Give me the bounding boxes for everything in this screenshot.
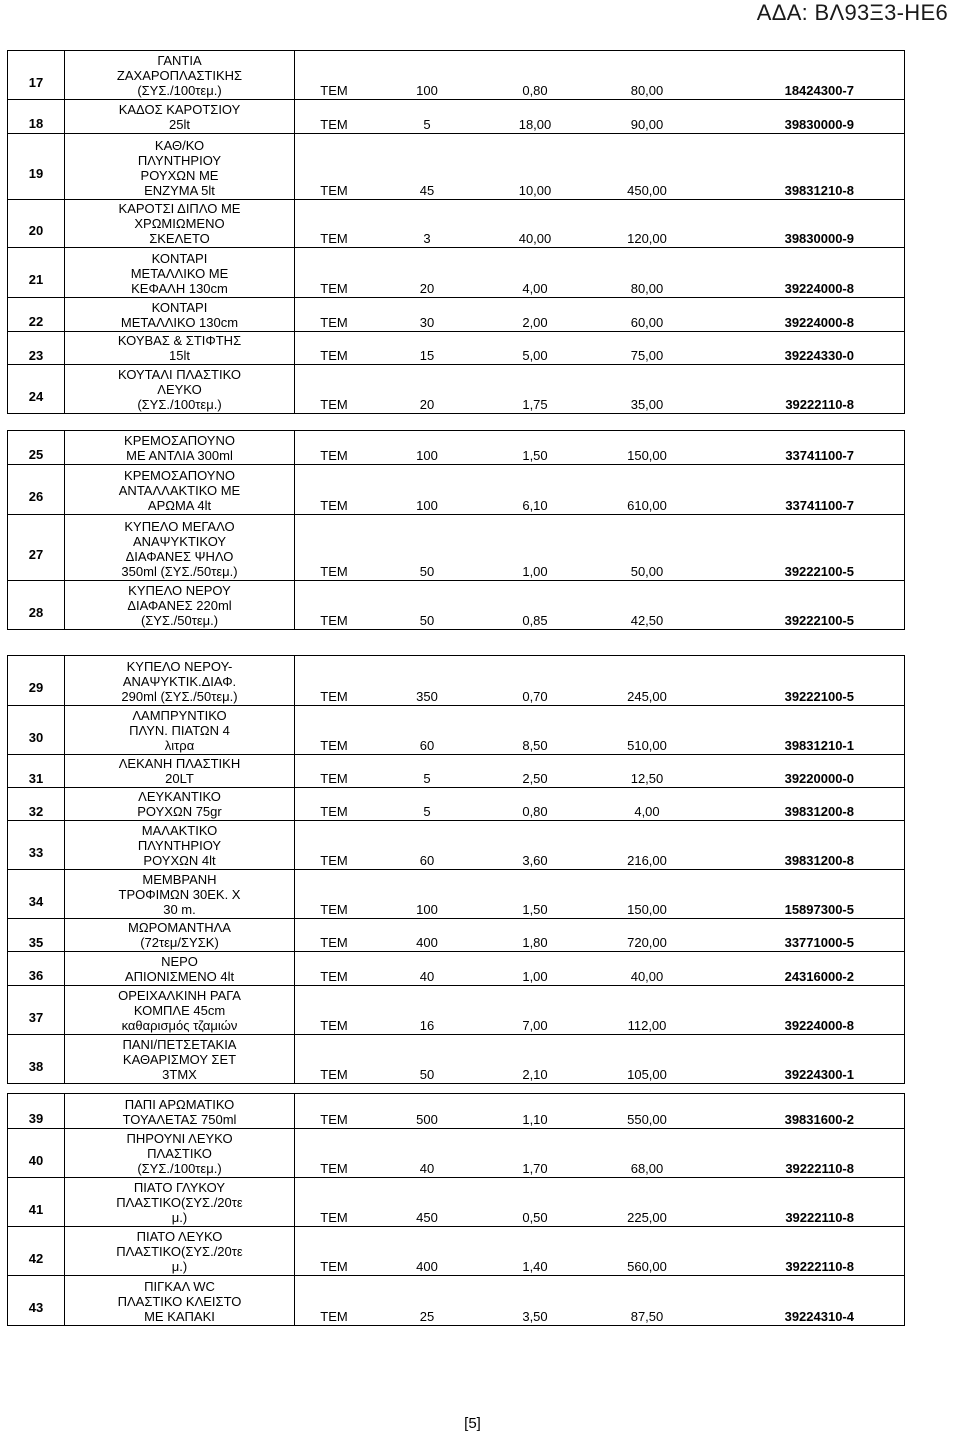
table-row (7, 1035, 905, 1084)
description-line: ΛΕΚΑΝΗ ΠΛΑΣΤΙΚΗ (118, 756, 241, 771)
description-line: ΠΛΑΣΤΙΚΟ ΚΛΕΙΣΤΟ (117, 1294, 242, 1309)
item-number: 23 (7, 332, 65, 364)
description-line: ΑΠΙΟΝΙΣΜΕΝΟ 4lt (124, 969, 235, 984)
item-number: 21 (7, 248, 65, 297)
item-quantity: 40 (419, 969, 435, 984)
item-total: 87,50 (630, 1309, 664, 1324)
item-total: 35,00 (630, 397, 664, 412)
table-row (7, 1276, 905, 1326)
item-unit: ΤΕΜ (320, 315, 348, 330)
item-quantity: 20 (419, 397, 435, 412)
item-total: 450,00 (627, 183, 667, 198)
item-cpv-code: 39830000-9 (705, 100, 905, 133)
description-line: ΝΕΡΟ (161, 954, 198, 969)
item-cpv-code: 39222100-5 (705, 656, 905, 705)
description-line: 290ml (ΣΥΣ./50τεμ.) (121, 689, 238, 704)
table-row (7, 431, 905, 465)
item-description (65, 1035, 295, 1083)
item-total: 720,00 (627, 935, 667, 950)
item-cpv-code: 39831200-8 (705, 788, 905, 820)
item-cpv-code: 39224000-8 (705, 248, 905, 297)
item-unit-price: 1,75 (522, 397, 548, 412)
description-line: ΑΝΤΑΛΛΑΚΤΙΚΟ ΜΕ (118, 483, 241, 498)
table-block (7, 655, 905, 1084)
item-unit: ΤΕΜ (320, 83, 348, 98)
item-cpv-code: 39224330-0 (705, 332, 905, 364)
item-unit: ΤΕΜ (320, 498, 348, 513)
description-line: ΓΑΝΤΙΑ (157, 53, 202, 68)
item-unit-price: 2,50 (522, 771, 548, 786)
item-unit-price: 0,50 (522, 1210, 548, 1225)
item-cpv-code: 39224310-4 (705, 1276, 905, 1325)
item-number: 35 (7, 919, 65, 951)
item-cpv-code: 39831200-8 (705, 821, 905, 869)
item-description (65, 581, 295, 629)
description-line: ΛΕΥΚΟ (157, 382, 202, 397)
description-line: ΠΙΑΤΟ ΛΕΥΚΟ (136, 1229, 223, 1244)
description-line: (ΣΥΣ./100τεμ.) (137, 397, 222, 412)
table-row (7, 465, 905, 515)
item-total: 60,00 (630, 315, 664, 330)
description-line: ΛΕΥΚΑΝΤΙΚΟ (138, 789, 221, 804)
description-line: ΚΟΜΠΛΕ 45cm (133, 1003, 226, 1018)
description-line: ΠΙΑΤΟ ΓΛΥΚΟΥ (133, 1180, 226, 1195)
description-line: ΡΟΥΧΩΝ 4lt (143, 853, 216, 868)
description-line: ΚΕΦΑΛΗ 130cm (131, 281, 228, 296)
item-unit-price: 1,00 (522, 969, 548, 984)
item-unit: ΤΕΜ (320, 281, 348, 296)
description-line: ΚΑΔΟΣ ΚΑΡΟΤΣΙΟΥ (118, 102, 241, 117)
item-cpv-code: 39222110-8 (705, 1178, 905, 1226)
item-unit-price: 10,00 (518, 183, 552, 198)
item-unit-price: 18,00 (518, 117, 552, 132)
item-total: 42,50 (630, 613, 664, 628)
item-number: 29 (7, 656, 65, 705)
item-number: 41 (7, 1178, 65, 1226)
item-total: 75,00 (630, 348, 664, 363)
item-unit: ΤΕΜ (320, 397, 348, 412)
item-unit-price: 0,80 (522, 83, 548, 98)
item-description (65, 298, 295, 331)
item-description (65, 332, 295, 364)
item-unit-price: 8,50 (522, 738, 548, 753)
item-number: 18 (7, 100, 65, 133)
description-line: λιτρα (164, 738, 195, 753)
item-cpv-code: 39831210-8 (705, 134, 905, 199)
item-total: 112,00 (627, 1018, 667, 1033)
description-line: ΠΛΑΣΤΙΚΟ(ΣΥΣ./20τε (116, 1195, 243, 1210)
item-unit-price: 5,00 (522, 348, 548, 363)
item-description (65, 100, 295, 133)
item-cpv-code: 39831210-1 (705, 706, 905, 754)
table-block (7, 430, 905, 630)
description-line: ΠΛΥΝ. ΠΙΑΤΩΝ 4 (129, 723, 230, 738)
item-description (65, 1094, 295, 1128)
item-description (65, 200, 295, 247)
item-unit: ΤΕΜ (320, 689, 348, 704)
item-unit-price: 1,40 (522, 1259, 548, 1274)
item-number: 30 (7, 706, 65, 754)
description-line: 25lt (169, 117, 190, 132)
description-line: μ.) (171, 1210, 188, 1225)
item-unit: ΤΕΜ (320, 613, 348, 628)
description-line: ΔΙΑΦΑΝΕΣ ΨΗΛΟ (125, 549, 234, 564)
table-row (7, 515, 905, 581)
table-row (7, 248, 905, 298)
item-unit: ΤΕΜ (320, 804, 348, 819)
item-quantity: 3 (423, 231, 431, 246)
item-quantity: 400 (416, 1259, 438, 1274)
item-quantity: 16 (419, 1018, 435, 1033)
item-description (65, 465, 295, 514)
description-line: ΤΡΟΦΙΜΩΝ 30ΕΚ. Χ (118, 887, 241, 902)
item-number: 28 (7, 581, 65, 629)
item-quantity: 45 (419, 183, 435, 198)
item-number: 17 (7, 51, 65, 99)
item-description (65, 248, 295, 297)
description-line: μ.) (171, 1259, 188, 1274)
item-cpv-code: 33771000-5 (705, 919, 905, 951)
description-line: ΛΑΜΠΡΥΝΤΙΚΟ (132, 708, 227, 723)
item-description (65, 952, 295, 985)
table-row (7, 298, 905, 332)
item-quantity: 50 (419, 564, 435, 579)
item-total: 12,50 (630, 771, 664, 786)
item-quantity: 500 (416, 1112, 438, 1127)
description-line: ΠΗΡΟΥΝΙ ΛΕΥΚΟ (126, 1131, 233, 1146)
page-number: [5] (464, 1415, 481, 1432)
description-line: ΜΕ ΚΑΠΑΚΙ (144, 1309, 215, 1324)
description-line: καθαρισμός τζαμιών (121, 1018, 238, 1033)
item-unit-price: 1,50 (522, 448, 548, 463)
description-line: ΡΟΥΧΩΝ 75gr (137, 804, 222, 819)
item-unit: ΤΕΜ (320, 969, 348, 984)
item-unit-price: 3,60 (522, 853, 548, 868)
table-row (7, 919, 905, 952)
item-cpv-code: 39222100-5 (705, 515, 905, 580)
item-total: 120,00 (627, 231, 667, 246)
item-number: 43 (7, 1276, 65, 1325)
item-number: 42 (7, 1227, 65, 1275)
item-description (65, 1129, 295, 1177)
item-cpv-code: 15897300-5 (705, 870, 905, 918)
table-row (7, 821, 905, 870)
item-cpv-code: 39831600-2 (705, 1094, 905, 1128)
description-line: ΠΑΝΙ/ΠΕΤΣΕΤΑΚΙΑ (122, 1037, 237, 1052)
item-unit: ΤΕΜ (320, 771, 348, 786)
item-unit: ΤΕΜ (320, 1309, 348, 1324)
description-line: ΚΟΝΤΑΡΙ (151, 300, 208, 315)
description-line: ΚΥΠΕΛΟ ΝΕΡΟΥ- (126, 659, 233, 674)
description-line: ΕΝΖΥΜΑ 5lt (144, 183, 215, 198)
item-cpv-code: 39224000-8 (705, 298, 905, 331)
item-total: 510,00 (627, 738, 667, 753)
description-line: ΜΩΡΟΜΑΝΤΗΛΑ (128, 920, 231, 935)
item-quantity: 5 (423, 771, 431, 786)
description-line: (ΣΥΣ./100τεμ.) (137, 83, 222, 98)
item-number: 19 (7, 134, 65, 199)
description-line: ΚΥΠΕΛΟ ΝΕΡΟΥ (128, 583, 231, 598)
table-row (7, 656, 905, 706)
item-description (65, 821, 295, 869)
description-line: ΤΟΥΑΛΕΤΑΣ 750ml (122, 1112, 237, 1127)
item-total: 245,00 (627, 689, 667, 704)
item-number: 20 (7, 200, 65, 247)
table-row (7, 1094, 905, 1129)
item-unit: ΤΕΜ (320, 1018, 348, 1033)
table-row (7, 755, 905, 788)
item-unit-price: 40,00 (518, 231, 552, 246)
item-description (65, 431, 295, 464)
item-unit-price: 1,70 (522, 1161, 548, 1176)
item-description (65, 755, 295, 787)
table-row (7, 788, 905, 821)
item-unit: ΤΕΜ (320, 1259, 348, 1274)
item-unit-price: 6,10 (522, 498, 548, 513)
item-unit: ΤΕΜ (320, 1112, 348, 1127)
item-number: 38 (7, 1035, 65, 1083)
item-quantity: 25 (419, 1309, 435, 1324)
description-line: ΡΟΥΧΩΝ ΜΕ (140, 168, 219, 183)
description-line: ΑΝΑΨΥΚΤΙΚΟΥ (132, 534, 227, 549)
table-row (7, 1129, 905, 1178)
item-number: 34 (7, 870, 65, 918)
item-quantity: 5 (423, 804, 431, 819)
item-number: 22 (7, 298, 65, 331)
item-description (65, 134, 295, 199)
item-quantity: 350 (416, 689, 438, 704)
item-unit-price: 2,10 (522, 1067, 548, 1082)
item-quantity: 30 (419, 315, 435, 330)
item-number: 40 (7, 1129, 65, 1177)
description-line: ΜΕΤΑΛΛΙΚΟ ΜΕ (130, 266, 229, 281)
item-number: 36 (7, 952, 65, 985)
item-unit: ΤΕΜ (320, 738, 348, 753)
item-quantity: 50 (419, 613, 435, 628)
item-number: 39 (7, 1094, 65, 1128)
item-cpv-code: 24316000-2 (705, 952, 905, 985)
description-line: ΠΛΑΣΤΙΚΟ (147, 1146, 212, 1161)
table-row (7, 870, 905, 919)
item-cpv-code: 39222110-8 (705, 1129, 905, 1177)
table-row (7, 365, 905, 414)
description-line: ΜΕΜΒΡΑΝΗ (142, 872, 217, 887)
item-cpv-code: 39220000-0 (705, 755, 905, 787)
item-unit-price: 3,50 (522, 1309, 548, 1324)
description-line: ΜΑΛΑΚΤΙΚΟ (141, 823, 218, 838)
description-line: (ΣΥΣ./100τεμ.) (137, 1161, 222, 1176)
description-line: ΑΡΩΜΑ 4lt (147, 498, 212, 513)
description-line: 3ΤΜΧ (162, 1067, 197, 1082)
item-number: 24 (7, 365, 65, 413)
item-unit: ΤΕΜ (320, 231, 348, 246)
item-unit-price: 1,00 (522, 564, 548, 579)
item-description (65, 706, 295, 754)
item-cpv-code: 39222100-5 (705, 581, 905, 629)
item-unit-price: 7,00 (522, 1018, 548, 1033)
item-number: 26 (7, 465, 65, 514)
description-line: ΠΑΠΙ ΑΡΩΜΑΤΙΚΟ (124, 1097, 235, 1112)
item-quantity: 60 (419, 738, 435, 753)
description-line: ΔΙΑΦΑΝΕΣ 220ml (127, 598, 232, 613)
description-line: ΣΚΕΛΕΤΟ (149, 231, 210, 246)
item-cpv-code: 39830000-9 (705, 200, 905, 247)
item-unit: ΤΕΜ (320, 1067, 348, 1082)
item-total: 105,00 (627, 1067, 667, 1082)
item-number: 31 (7, 755, 65, 787)
item-quantity: 15 (419, 348, 435, 363)
item-unit-price: 1,50 (522, 902, 548, 917)
item-unit-price: 0,70 (522, 689, 548, 704)
item-unit-price: 1,10 (522, 1112, 548, 1127)
item-quantity: 100 (416, 498, 438, 513)
description-line: 20LT (165, 771, 194, 786)
description-line: ΚΟΝΤΑΡΙ (151, 251, 208, 266)
item-total: 80,00 (630, 281, 664, 296)
table-row (7, 134, 905, 200)
description-line: ΚΟΥΤΑΛΙ ΠΛΑΣΤΙΚΟ (118, 367, 241, 382)
item-unit: ΤΕΜ (320, 1161, 348, 1176)
item-total: 90,00 (630, 117, 664, 132)
item-unit: ΤΕΜ (320, 935, 348, 950)
table-row (7, 706, 905, 755)
description-line: 15lt (169, 348, 190, 363)
description-line: (ΣΥΣ./50τεμ.) (140, 613, 219, 628)
item-unit-price: 0,85 (522, 613, 548, 628)
item-unit-price: 4,00 (522, 281, 548, 296)
item-quantity: 40 (419, 1161, 435, 1176)
item-cpv-code: 39222110-8 (705, 365, 905, 413)
item-unit: ΤΕΜ (320, 348, 348, 363)
item-unit: ΤΕΜ (320, 183, 348, 198)
item-quantity: 100 (416, 448, 438, 463)
table-row (7, 51, 905, 100)
description-line: ΚΑΘΑΡΙΣΜΟΥ ΣΕΤ (122, 1052, 237, 1067)
description-line: ΚΑΡΟΤΣΙ ΔΙΠΛΟ ΜΕ (118, 201, 241, 216)
description-line: ΚΡΕΜΟΣΑΠΟΥΝΟ (124, 433, 235, 448)
item-description (65, 51, 295, 99)
item-description (65, 919, 295, 951)
item-description (65, 515, 295, 580)
item-cpv-code: 33741100-7 (705, 465, 905, 514)
item-quantity: 60 (419, 853, 435, 868)
table-row (7, 200, 905, 248)
item-quantity: 5 (423, 117, 431, 132)
item-total: 550,00 (627, 1112, 667, 1127)
table-row (7, 1178, 905, 1227)
description-line: 350ml (ΣΥΣ./50τεμ.) (121, 564, 238, 579)
description-line: ΚΑΘ/ΚΟ (154, 138, 205, 153)
item-total: 4,00 (634, 804, 660, 819)
table-row (7, 100, 905, 134)
table-row (7, 952, 905, 986)
table-row (7, 1227, 905, 1276)
item-description (65, 1276, 295, 1325)
description-line: ΠΛΥΝΤΗΡΙΟΥ (137, 838, 222, 853)
item-description (65, 1178, 295, 1226)
item-unit: ΤΕΜ (320, 564, 348, 579)
description-line: ΚΡΕΜΟΣΑΠΟΥΝΟ (124, 468, 235, 483)
item-total: 560,00 (627, 1259, 667, 1274)
item-description (65, 788, 295, 820)
item-quantity: 20 (419, 281, 435, 296)
item-cpv-code: 39222110-8 (705, 1227, 905, 1275)
item-unit: ΤΕΜ (320, 448, 348, 463)
item-cpv-code: 33741100-7 (705, 431, 905, 464)
description-line: ΖΑΧΑΡΟΠΛΑΣΤΙΚΗΣ (116, 68, 243, 83)
item-total: 68,00 (630, 1161, 664, 1176)
table-row (7, 332, 905, 365)
description-line: ΠΛΑΣΤΙΚΟ(ΣΥΣ./20τε (116, 1244, 243, 1259)
item-unit-price: 2,00 (522, 315, 548, 330)
item-number: 37 (7, 986, 65, 1034)
item-cpv-code: 39224000-8 (705, 986, 905, 1034)
item-unit: ΤΕΜ (320, 902, 348, 917)
item-quantity: 450 (416, 1210, 438, 1225)
table-row (7, 581, 905, 630)
ada-code: ΑΔΑ: ΒΛ93Ξ3-ΗΕ6 (756, 0, 948, 25)
item-unit-price: 1,80 (522, 935, 548, 950)
description-line: 30 m. (163, 902, 196, 917)
item-total: 150,00 (627, 902, 667, 917)
item-total: 216,00 (627, 853, 667, 868)
description-line: ΠΙΓΚΑΛ WC (144, 1279, 215, 1294)
description-line: (72τεμ/ΣΥΣΚ) (140, 935, 219, 950)
item-quantity: 100 (416, 83, 438, 98)
item-total: 610,00 (627, 498, 667, 513)
item-description (65, 365, 295, 413)
item-quantity: 400 (416, 935, 438, 950)
item-quantity: 100 (416, 902, 438, 917)
description-line: ΜΕΤΑΛΛΙΚΟ 130cm (120, 315, 239, 330)
description-line: ΧΡΩΜΙΩΜΕΝΟ (134, 216, 225, 231)
item-total: 50,00 (630, 564, 664, 579)
item-total: 80,00 (630, 83, 664, 98)
item-description (65, 986, 295, 1034)
description-line: ΚΥΠΕΛΟ ΜΕΓΑΛΟ (124, 519, 235, 534)
item-unit: ΤΕΜ (320, 853, 348, 868)
item-cpv-code: 39224300-1 (705, 1035, 905, 1083)
description-line: ΠΛΥΝΤΗΡΙΟΥ (137, 153, 222, 168)
item-total: 150,00 (627, 448, 667, 463)
item-number: 33 (7, 821, 65, 869)
item-description (65, 1227, 295, 1275)
item-description (65, 870, 295, 918)
item-unit: ΤΕΜ (320, 1210, 348, 1225)
description-line: ΚΟΥΒΑΣ & ΣΤΙΦΤΗΣ (117, 333, 242, 348)
item-number: 32 (7, 788, 65, 820)
item-total: 225,00 (627, 1210, 667, 1225)
table-block (7, 1093, 905, 1326)
item-description (65, 656, 295, 705)
table-row (7, 986, 905, 1035)
item-unit-price: 0,80 (522, 804, 548, 819)
item-total: 40,00 (630, 969, 664, 984)
item-cpv-code: 18424300-7 (705, 51, 905, 99)
description-line: ΜΕ ΑΝΤΛΙΑ 300ml (126, 448, 233, 463)
description-line: ΑΝΑΨΥΚΤΙΚ.ΔΙΑΦ. (122, 674, 237, 689)
item-quantity: 50 (419, 1067, 435, 1082)
item-number: 25 (7, 431, 65, 464)
item-unit: ΤΕΜ (320, 117, 348, 132)
description-line: ΟΡΕΙΧΑΛΚΙΝΗ ΡΑΓΑ (118, 988, 241, 1003)
item-number: 27 (7, 515, 65, 580)
table-block (7, 50, 905, 414)
